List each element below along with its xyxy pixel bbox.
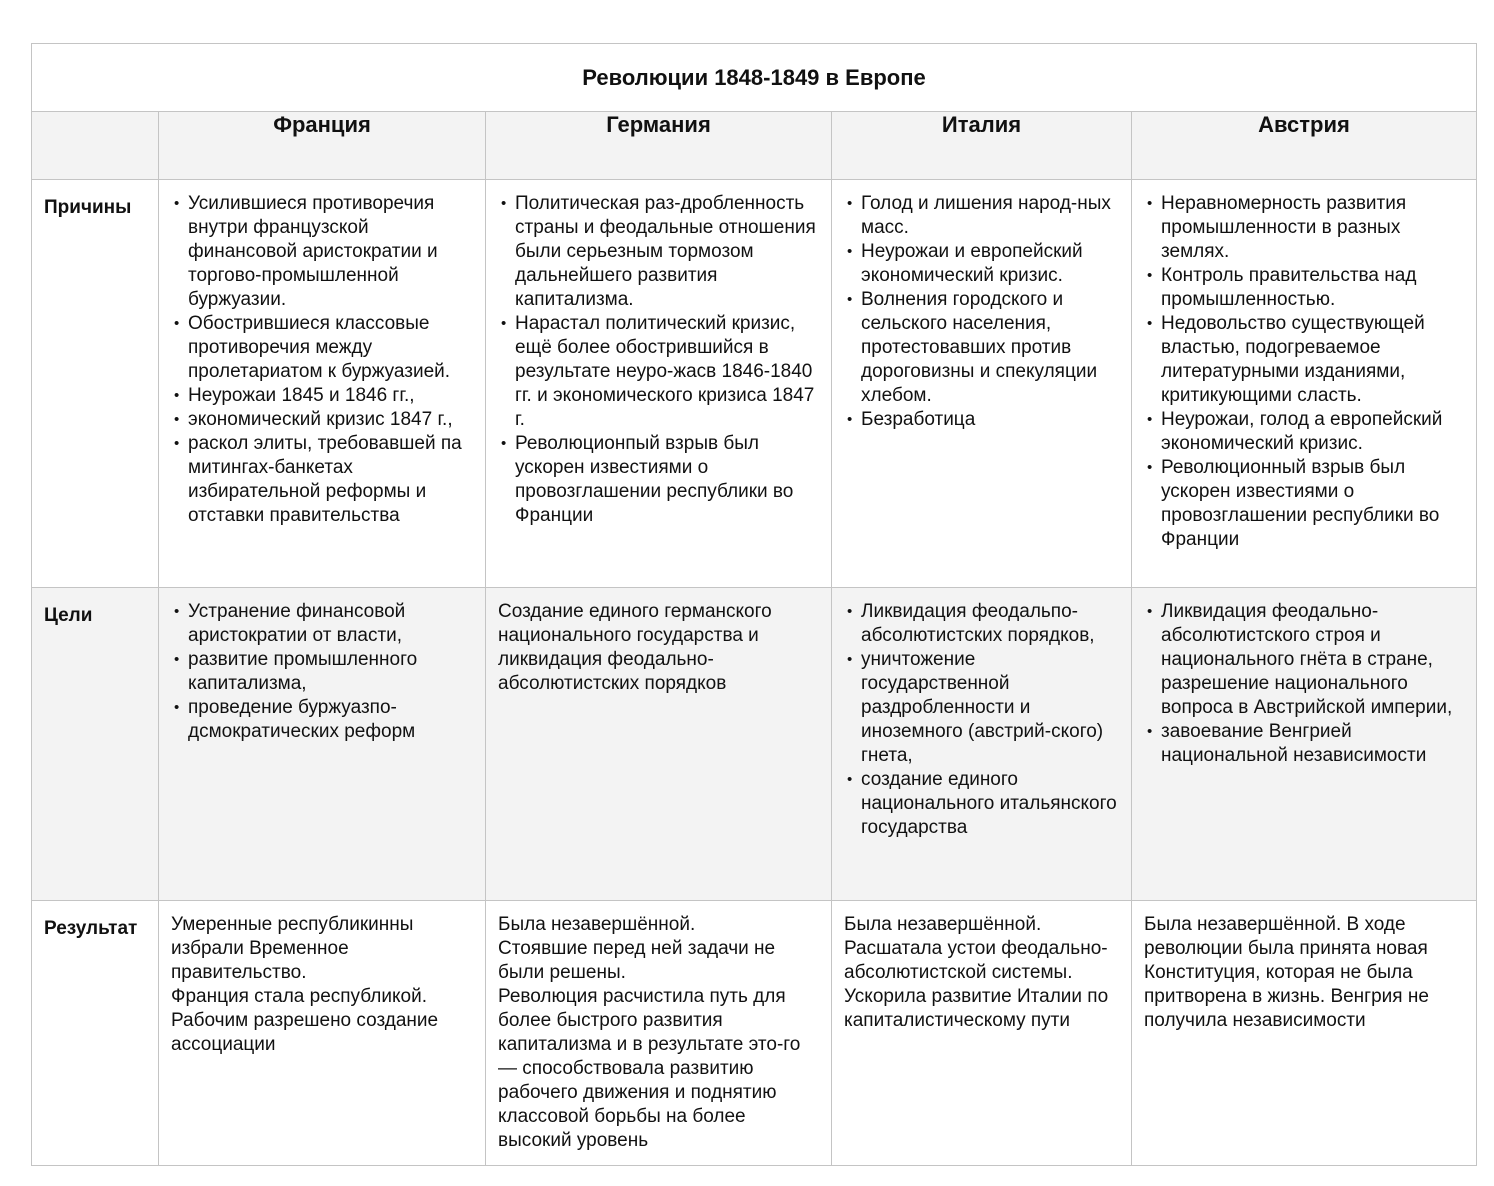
revolutions-table (31, 43, 1477, 1166)
table-row-causes (32, 180, 1477, 588)
header-cell-germany: Германия (486, 112, 832, 180)
list-item: • Ликвидация феодально-абсолютистского строя и национального гнёта в стране, разрешение национального вопроса в Австрийской империи, (1144, 600, 1464, 720)
list-item: • экономический кризис 1847 г., (171, 408, 473, 432)
list-item: • Устранение финансовой аристократии от власти, (171, 600, 473, 648)
header-cell-empty (32, 112, 159, 180)
list-item: • завоевание Венгрией национальной независимости (1144, 720, 1464, 768)
list-item: • Неурожаи и европейский экономический кризис. (844, 240, 1119, 288)
header-cell-italy: Италия (832, 112, 1132, 180)
cell-result-france: Умеренные республикинны избрали Временное правительство. Франция стала республикой. Рабочим разрешено создание ассоциации (159, 901, 486, 1166)
header-cell-austria: Австрия (1132, 112, 1477, 180)
causes-italy-list (844, 192, 1119, 432)
cell-causes-france (159, 180, 486, 588)
cell-goals-germany: Создание единого германского национального государства и ликвидация феодально-абсолютистских порядков (486, 588, 832, 901)
list-item: • Недовольство существующей властью, подогреваемое литературными изданиями, критикующими сласть. (1144, 312, 1464, 408)
table-row-goals (32, 588, 1477, 901)
cell-goals-italy (832, 588, 1132, 901)
list-item: • Контроль правительства над промышленностью. (1144, 264, 1464, 312)
list-item: • Усилившиеся противоречия внутри французской финансовой аристократии и торгово-промышленной буржуазии. (171, 192, 473, 312)
list-item: • Неравномерность развития промышленности в разных землях. (1144, 192, 1464, 264)
list-item: • развитие промышленного капитализма, (171, 648, 473, 696)
list-item: • создание единого национального итальянского государства (844, 768, 1119, 840)
goals-austria-list (1144, 600, 1464, 768)
row-label-goals: Цели (32, 588, 159, 901)
list-item: • Неурожаи, голод а европейский экономический кризис. (1144, 408, 1464, 456)
list-item: • Неурожаи 1845 и 1846 гг., (171, 384, 473, 408)
list-item: • Безработица (844, 408, 1119, 432)
list-item: • Волнения городского и сельского населения, протестовавших против дороговизны и спекуляции хлебом. (844, 288, 1119, 408)
header-cell-france: Франция (159, 112, 486, 180)
list-item: • раскол элиты, требовавшей па митингах-банкетах избирательной реформы и отставки правительства (171, 432, 473, 528)
cell-causes-germany (486, 180, 832, 588)
list-item: • Голод и лишения народ-ных масс. (844, 192, 1119, 240)
list-item: • Нарастал политический кризис, ещё более обострившийся в результате неуро-жасв 1846-1840 гг. и экономического кризиса 1847 г. (498, 312, 819, 432)
list-item: • Политическая раз-дробленность страны и феодальные отношения были серьезным тормозом дальнейшего развития капитализма. (498, 192, 819, 312)
cell-causes-austria (1132, 180, 1477, 588)
causes-germany-list (498, 192, 819, 528)
cell-result-italy: Была незавершённой. Расшатала устои феодально-абсолютистской системы. Ускорила развитие Италии по капиталистическому пути (832, 901, 1132, 1166)
list-item: • проведение буржуазпо-дсмократических реформ (171, 696, 473, 744)
goals-italy-list (844, 600, 1119, 840)
cell-result-austria: Была незавершённой. В ходе революции была принята новая Конституция, которая не была притворена в жизнь. Венгрия не получила независимости (1132, 901, 1477, 1166)
list-item: • Ликвидация феодальпо-абсолютистских порядков, (844, 600, 1119, 648)
title-row (32, 44, 1477, 112)
list-item: • Обострившиеся классовые противоречия между пролетариатом к буржуазией. (171, 312, 473, 384)
header-row (32, 112, 1477, 180)
row-label-causes: Причины (32, 180, 159, 588)
list-item: • Революционный взрыв был ускорен известиями о провозглашении республики во Франции (1144, 456, 1464, 552)
table-row-result (32, 901, 1477, 1166)
row-label-result: Результат (32, 901, 159, 1166)
goals-france-list (171, 600, 473, 744)
cell-causes-italy (832, 180, 1132, 588)
cell-result-germany: Была незавершённой. Стоявшие перед ней задачи не были решены. Революция расчистила путь для более быстрого развития капитализма и в результате это-го — способствовала развитию рабочего движения и поднятию классовой борьбы на более высокий уровень (486, 901, 832, 1166)
cell-goals-austria (1132, 588, 1477, 901)
cell-goals-france (159, 588, 486, 901)
list-item: • Революционпый взрыв был ускорен известиями о провозглашении республики во Франции (498, 432, 819, 528)
table-title: Революции 1848-1849 в Европе (32, 44, 1477, 112)
causes-france-list (171, 192, 473, 528)
list-item: • уничтожение государственной раздробленности и иноземного (австрий-ского) гнета, (844, 648, 1119, 768)
causes-austria-list (1144, 192, 1464, 552)
